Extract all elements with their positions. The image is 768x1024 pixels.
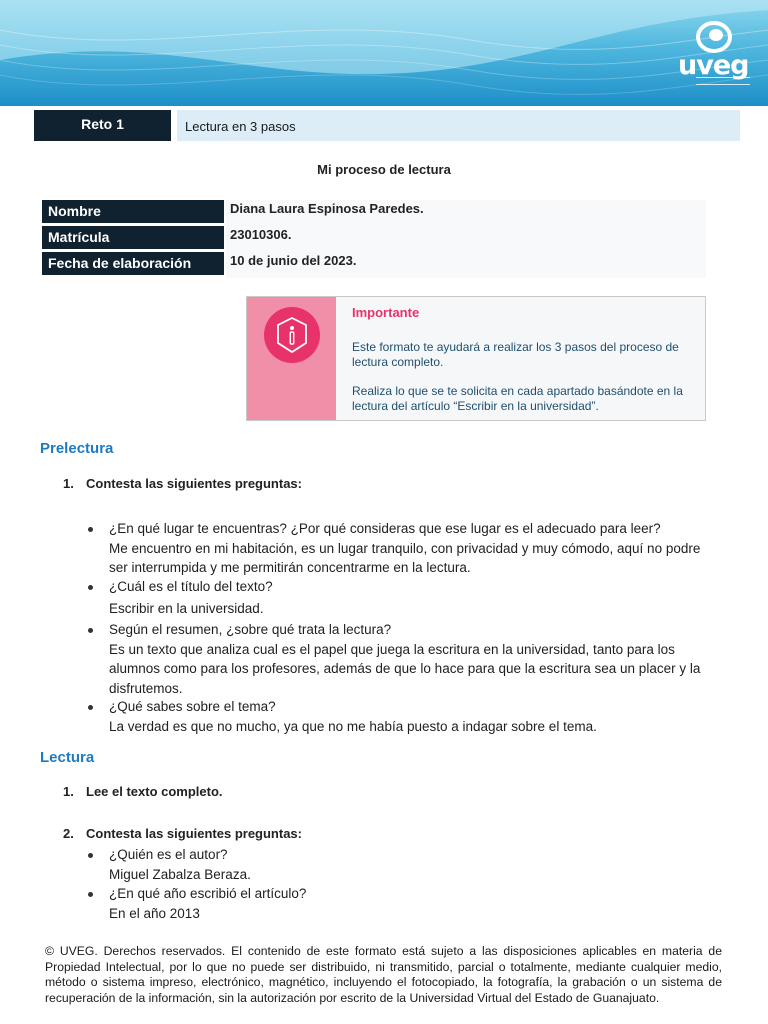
step-text: Contesta las siguientes preguntas: xyxy=(86,826,302,841)
important-side-panel xyxy=(247,297,336,420)
info-label: Fecha de elaboración xyxy=(42,252,224,275)
list-item xyxy=(88,697,708,736)
reto-title: Lectura en 3 pasos xyxy=(177,110,740,141)
logo-tagline-graphic xyxy=(696,77,750,85)
bullet-dot-icon xyxy=(88,705,93,710)
question: Según el resumen, ¿sobre qué trata la lectura? xyxy=(109,622,392,637)
bullet-dot-icon xyxy=(88,585,93,590)
question: ¿En qué lugar te encuentras? ¿Por qué consideras que ese lugar es el adecuado para leer? xyxy=(109,521,661,536)
header-banner xyxy=(0,0,768,106)
info-label: Matrícula xyxy=(42,226,224,249)
answer: Es un texto que analiza cual es el papel que juega la escritura en la universidad, tanto para los alumnos como para los profesores, además de que lo hace para que la escritura sea un placer y la disfrutemos. xyxy=(109,641,701,696)
info-icon xyxy=(264,307,320,363)
question: ¿Quién es el autor? xyxy=(109,847,228,862)
question: ¿Qué sabes sobre el tema? xyxy=(109,699,276,714)
bullet-dot-icon xyxy=(88,853,93,858)
list-item xyxy=(88,884,708,923)
step-number: 1. xyxy=(63,476,74,491)
info-row-date xyxy=(42,252,706,278)
important-text-1: Este formato te ayudará a realizar los 3 pasos del proceso de lectura completo. xyxy=(352,340,679,369)
answer: Escribir en la universidad. xyxy=(109,600,264,616)
document-title: Mi proceso de lectura xyxy=(317,162,451,177)
bullet-dot-icon xyxy=(88,628,93,633)
answer: En el año 2013 xyxy=(109,905,200,921)
student-info-table xyxy=(42,200,706,278)
important-text-2: Realiza lo que se te solicita en cada apartado basándote en la lectura del artículo “Escribir en la universidad”. xyxy=(352,384,683,413)
step-text: Lee el texto completo. xyxy=(86,784,223,799)
section-lectura: Lectura xyxy=(40,749,95,766)
info-value: 10 de junio del 2023. xyxy=(226,252,706,278)
reto-label: Reto 1 xyxy=(34,110,171,141)
list-item xyxy=(88,620,708,698)
info-value: 23010306. xyxy=(226,226,706,252)
info-value: Diana Laura Espinosa Paredes. xyxy=(226,200,706,226)
answer: Me encuentro en mi habitación, es un lugar tranquilo, con privacidad y muy cómodo, aquí no podre ser interrumpida y me permitirán concentrarme en la lectura. xyxy=(109,540,701,575)
important-title: Importante xyxy=(352,305,420,320)
info-row-name xyxy=(42,200,706,226)
important-notice xyxy=(246,296,706,421)
step-text: Contesta las siguientes preguntas: xyxy=(86,476,302,491)
logo-text: uveg xyxy=(678,50,749,81)
prelectura-step-1 xyxy=(63,476,302,491)
info-row-matricula xyxy=(42,226,706,252)
answer: La verdad es que no mucho, ya que no me había puesto a indagar sobre el tema. xyxy=(109,718,597,734)
step-number: 2. xyxy=(63,826,74,841)
list-item xyxy=(88,845,708,884)
list-item xyxy=(88,577,708,618)
uveg-logo-mark-icon xyxy=(676,20,752,54)
lectura-step-2 xyxy=(63,826,302,841)
bullet-dot-icon xyxy=(88,892,93,897)
uveg-logo xyxy=(676,20,752,86)
bullet-dot-icon xyxy=(88,527,93,532)
step-number: 1. xyxy=(63,784,74,799)
list-item xyxy=(88,519,708,578)
answer: Miguel Zabalza Beraza. xyxy=(109,866,251,882)
section-prelectura: Prelectura xyxy=(40,440,114,457)
question: ¿En qué año escribió el artículo? xyxy=(109,886,307,901)
banner-wave-graphic xyxy=(0,0,768,106)
lectura-step-1 xyxy=(63,784,223,799)
reto-bar xyxy=(34,110,740,141)
question: ¿Cuál es el título del texto? xyxy=(109,579,273,594)
info-label: Nombre xyxy=(42,200,224,223)
copyright-footer: © UVEG. Derechos reservados. El contenido de este formato está sujeto a las disposiciones aplicables en materia de Propiedad Intelectual, por lo que no puede ser distribuido, ni transmitido, parcial o totalmente, mediante cualquier medio, método o sistema impreso, electrónico, magnético, incluyendo el fotocopiado, la fotografía, la grabación o un sistema de recuperación de la información, sin la autorización por escrito de la Universidad Virtual del Estado de Guanajuato. xyxy=(45,944,722,1005)
